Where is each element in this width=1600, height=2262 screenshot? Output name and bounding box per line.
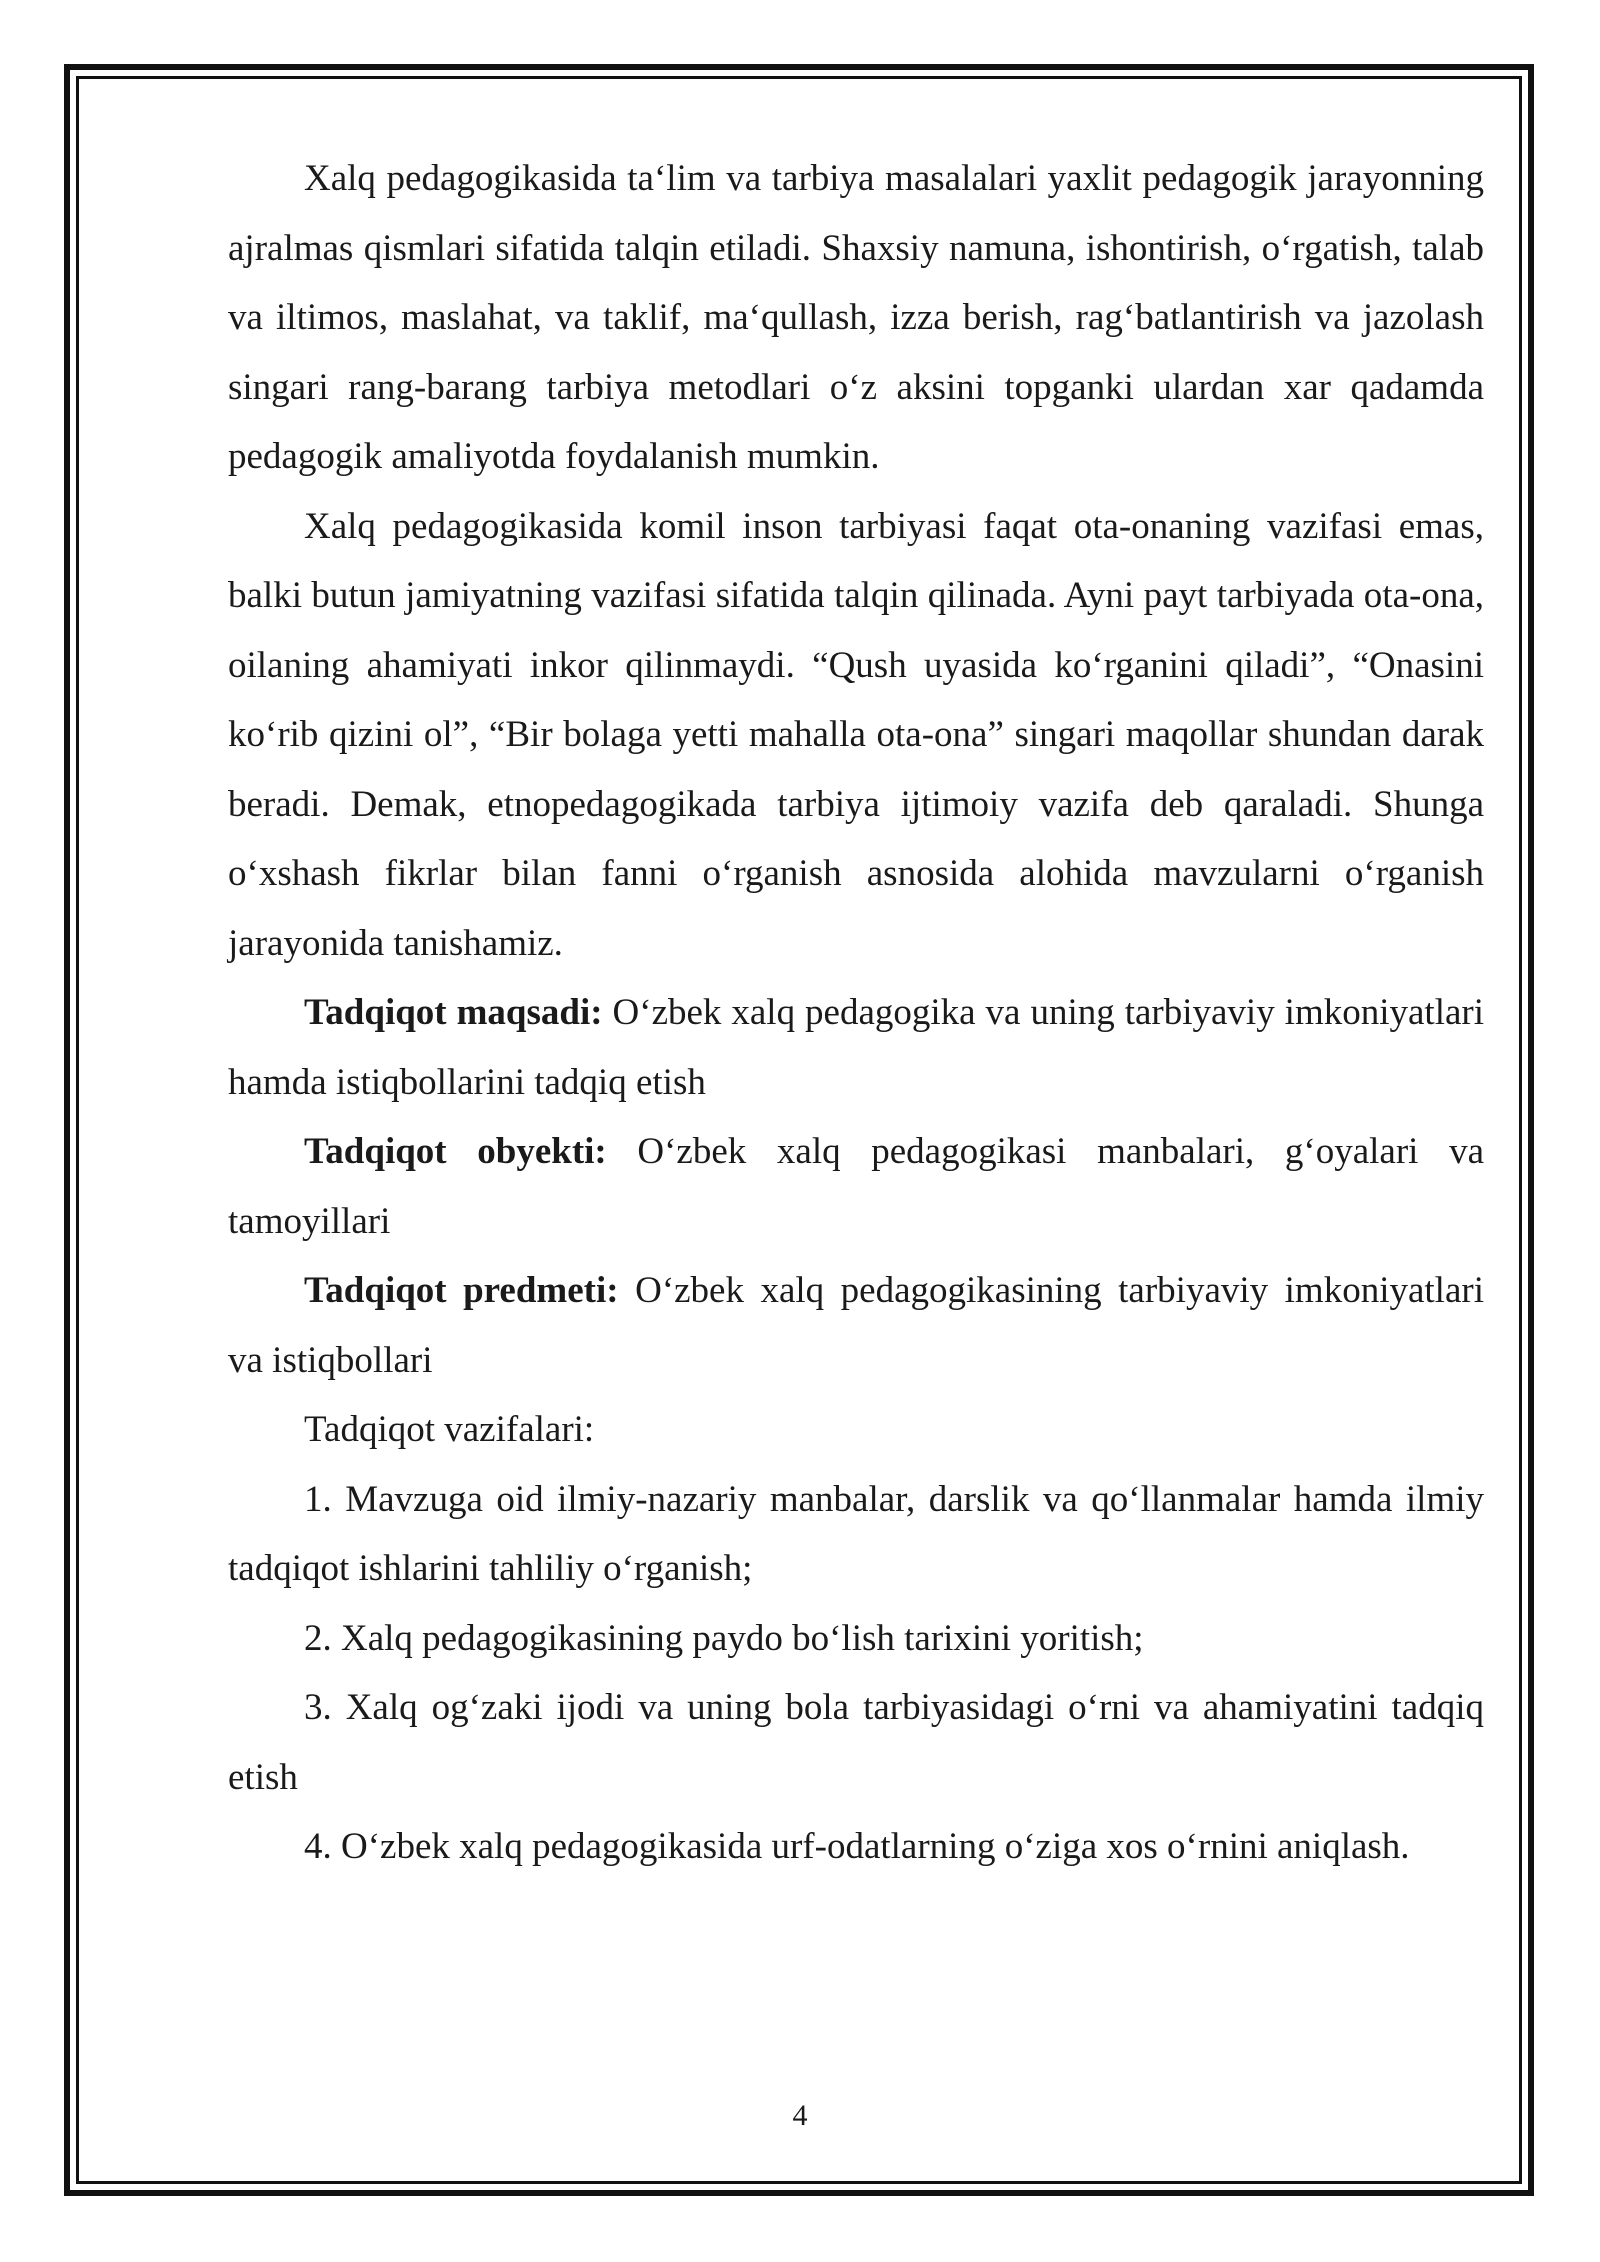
list-item-task-2	[228, 1604, 1484, 1674]
paragraph-text: Tadqiqot vazifalari:	[304, 1409, 595, 1450]
paragraph-text: O‘zbek xalq pedagogika va uning tarbiyaviy imkoniyatlari hamda istiqbollarini tadqiq etish	[228, 992, 1485, 1103]
page-number: 4	[792, 2099, 808, 2132]
paragraph-research-tasks-heading	[228, 1395, 1484, 1465]
document-body	[228, 144, 1484, 1882]
list-item-task-3	[228, 1673, 1484, 1812]
research-object-label: Tadqiqot obyekti:	[304, 1131, 607, 1172]
paragraph-text: 1. Mavzuga oid ilmiy-nazariy manbalar, darslik va qo‘llanmalar hamda ilmiy tadqiqot ishlarini tahliliy o‘rganish;	[228, 1478, 1484, 1589]
paragraph-society-role	[228, 492, 1484, 979]
paragraph-text: 3. Xalq og‘zaki ijodi va uning bola tarbiyasidagi o‘rni va ahamiyatini tadqiq etish	[228, 1687, 1484, 1798]
list-item-task-1	[228, 1465, 1484, 1604]
paragraph-text: 4. O‘zbek xalq pedagogikasida urf-odatlarning o‘ziga xos o‘rnini aniqlash.	[304, 1826, 1410, 1867]
paragraph-pedagogy-methods	[228, 144, 1484, 492]
paragraph-text: Xalq pedagogikasida komil inson tarbiyasi faqat ota-onaning vazifasi emas, balki butun jamiyatning vazifasi sifatida talqin qilinada. Ayni payt tarbiyada ota-ona, oilaning ahamiyati inkor qilinmaydi. “Qush uyasida ko‘rganini qiladi”, “Onasini ko‘rib qizini ol”, “Bir bolaga yetti mahalla ota-ona” singari maqollar shundan darak beradi. Demak, etnopedagogikada tarbiya ijtimoiy vazifa deb qaraladi. Shunga o‘xshash fikrlar bilan fanni o‘rganish asnosida alohida mavzularni o‘rganish jarayonida tanishamiz.	[228, 505, 1484, 964]
paragraph-research-object	[228, 1117, 1484, 1256]
paragraph-text: 2. Xalq pedagogikasining paydo bo‘lish tarixini yoritish;	[304, 1617, 1144, 1659]
paragraph-research-goal	[228, 978, 1484, 1117]
paragraph-text: O‘zbek xalq pedagogikasi manbalari, g‘oyalari va tamoyillari	[228, 1131, 1484, 1242]
paragraph-research-subject	[228, 1256, 1484, 1395]
paragraph-text: O‘zbek xalq pedagogikasining tarbiyaviy imkoniyatlari va istiqbollari	[228, 1270, 1484, 1381]
research-goal-label: Tadqiqot maqsadi:	[304, 992, 603, 1033]
list-item-task-4	[228, 1812, 1484, 1882]
paragraph-text: Xalq pedagogikasida ta‘lim va tarbiya masalalari yaxlit pedagogik jarayonning ajralmas qismlari sifatida talqin etiladi. Shaxsiy namuna, ishontirish, o‘rgatish, talab va iltimos, maslahat, va taklif, ma‘qullash, izza berish, rag‘batlantirish va jazolash singari rang-barang tarbiya metodlari o‘z aksini topganki ulardan xar qadamda pedagogik amaliyotda foydalanish mumkin.	[228, 158, 1484, 477]
research-subject-label: Tadqiqot predmeti:	[304, 1270, 619, 1311]
